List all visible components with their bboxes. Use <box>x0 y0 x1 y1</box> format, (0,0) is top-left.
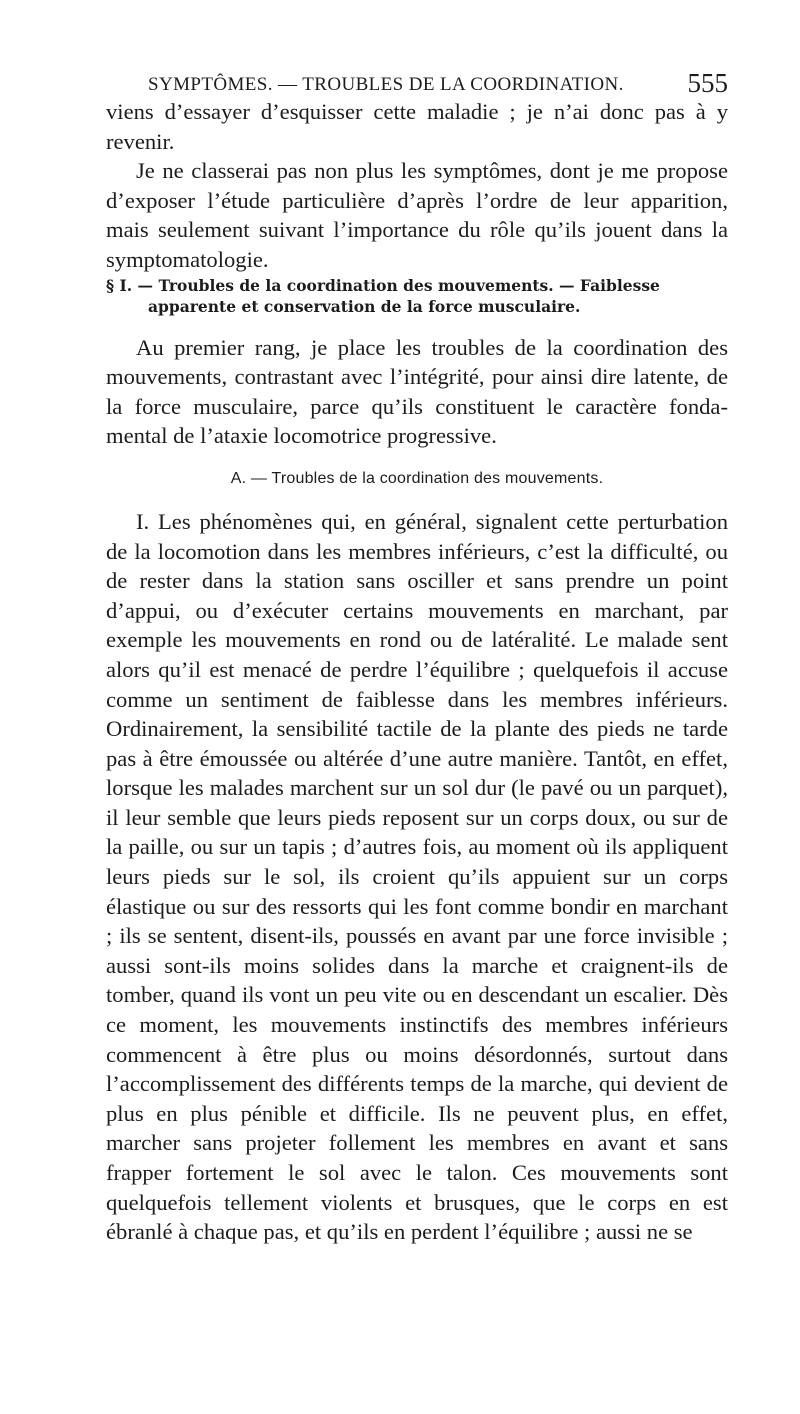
page-number: 555 <box>687 68 728 98</box>
paragraph-continued: viens d’essayer d’esquisser cette maladie ; je n’ai donc pas à y revenir. <box>106 99 728 154</box>
running-title: SYMPTÔMES. — TROUBLES DE LA COORDINATION. <box>148 74 624 95</box>
paragraph-coordination-intro: Au premier rang, je place les troubles de la coordination des mouvements, contrastant avec l’intégrité, pour ainsi dire latente, de la force musculaire, parce qu’ils constituent le caractère fondamental de l’ataxie locomotrice progressive. <box>106 334 728 449</box>
subsection-heading: A. — Troubles de la coordination des mouvements. <box>230 469 604 487</box>
paragraph-classification: Je ne classerai pas non plus les symptômes, dont je me propose d’exposer l’étude particulière d’après l’ordre de leur apparition, mais seulement suivant l’importance du rôle qu’ils jouent dans la symptomatologie. <box>106 158 728 272</box>
section-heading: § I. — Troubles de la coordination des mouvements. — Faiblesse apparente et conservation de la force musculaire. <box>106 275 660 316</box>
body-text <box>106 97 728 1247</box>
paragraph-locomotion: I. Les phénomènes qui, en général, signalent cette perturbation de la locomotion dans les membres inférieurs, c’est la difficulté, ou de rester dans la station sans osciller et sans prendre un point d’appui, ou d’exécuter certains mouvements en marchant, par exemple les mouvements en rond ou de latéralité. Le malade sent alors qu’il est menacé de perdre l’équilibre ; quelquefois il accuse comme un sentiment de faiblesse dans les membres inférieurs. Ordinairement, la sensibilité tactile de la plante des pieds ne tarde pas à être émoussée ou altérée d’une autre manière. Tantôt, en effet, lorsque les malades marchent sur un sol dur (le pavé ou un parquet), il leur semble que leurs pieds reposent sur un corps doux, ou sur de la paille, ou sur un tapis ; d’autres fois, au moment où ils appliquent leurs pieds sur le sol, ils croient qu’ils appuient sur un corps élastique ou sur des ressorts qui les font comme bondir en marchant ; ils se sentent, disent-ils, poussés en avant par une force invisible ; aussi sont-ils moins solides dans la marche et craignent-ils de tomber, quand ils vont un peu vite ou en descendant un escalier. Dès ce moment, les mouvements instinctifs des membres inférieurs commencent à être plus ou moins désordonnés, surtout dans l’accomplissement des différents temps de la marche, qui devient de plus en plus pénible et difficile. Ils ne peuvent plus, en effet, marcher sans projeter follement les membres en avant et sans frapper fortement le sol avec le talon. Ces mouvements sont quelquefois tellement violents et brusques, que le corps en est ébranlé à chaque pas, et qu’ils en perdent l’équilibre ; aussi ne se <box>106 508 728 1245</box>
